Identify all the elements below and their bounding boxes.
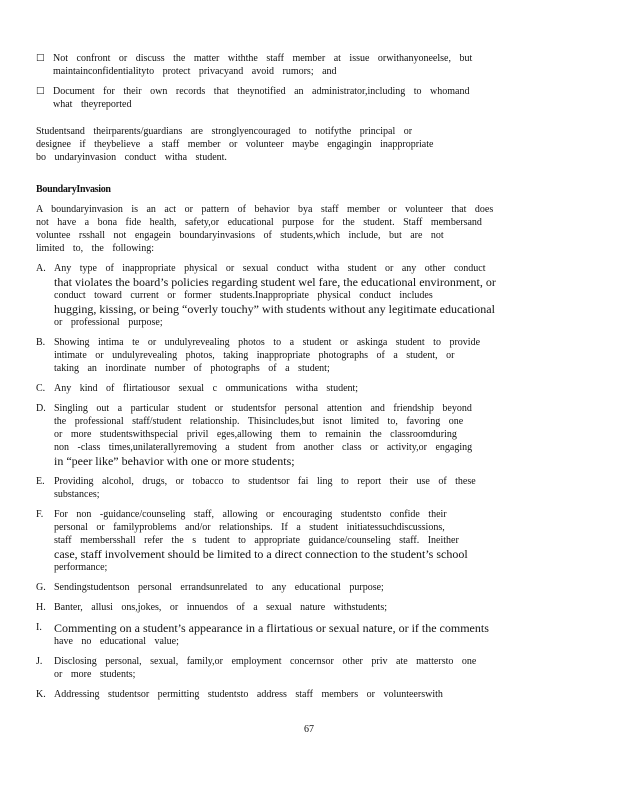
list-item-letter: F. bbox=[36, 509, 44, 520]
bullet-box-icon: □ bbox=[36, 86, 45, 96]
list-item bbox=[36, 402, 558, 468]
list-item-text bbox=[54, 262, 558, 329]
list-item bbox=[36, 601, 558, 614]
list-item-text bbox=[54, 402, 558, 468]
list-item-text bbox=[54, 621, 558, 648]
list-item bbox=[36, 621, 558, 648]
list-item-line: personal or familyproblems and/or relationships. If a student initiatessuchdiscussions, bbox=[54, 522, 445, 533]
list-item-line: conduct toward current or former students.Inappropriate physical conduct includes bbox=[54, 290, 433, 301]
list-item-text bbox=[54, 336, 558, 375]
list-item-line: Commenting on a student’s appearance in a flirtatious or sexual nature, or if the comments bbox=[54, 621, 489, 635]
list-item-line: Showing intima te or undulyrevealing photos to a student or askinga student to provide bbox=[54, 337, 481, 348]
list-item bbox=[36, 508, 558, 574]
list-item-text bbox=[54, 601, 558, 614]
list-item bbox=[36, 262, 558, 329]
list-item-line: have no educational value; bbox=[54, 636, 179, 647]
list-item-line: Addressing studentsor permitting studentsto address staff members or volunteerswith bbox=[54, 689, 443, 700]
page-number: 67 bbox=[304, 724, 314, 735]
list-item-line: case, staff involvement should be limited to a direct connection to the student’s school bbox=[54, 547, 468, 561]
list-item-line: taking an inordinate number of photographs of a student; bbox=[54, 363, 330, 374]
list-item-line: Disclosing personal, sexual, family,or employment concernsor other priv ate mattersto one bbox=[54, 656, 477, 667]
list-item-letter: B. bbox=[36, 337, 46, 348]
list-item-line: Providing alcohol, drugs, or tobacco to studentsor fai ling to report their use of these bbox=[54, 476, 476, 487]
boundary-list bbox=[36, 262, 558, 701]
bullet-text: Document for their own records that theynotified an administrator,including to whomand what theyreported bbox=[53, 86, 470, 110]
list-item-letter: G. bbox=[36, 582, 46, 593]
list-item-text bbox=[54, 581, 558, 594]
list-item-line: or more students; bbox=[54, 669, 136, 680]
list-item-letter: A. bbox=[36, 263, 46, 274]
bullet-box-icon: □ bbox=[36, 53, 45, 63]
list-item-line: For non -guidance/counseling staff, allowing or encouraging studentsto confide their bbox=[54, 509, 447, 520]
list-item-line: Singling out a particular student or studentsfor personal attention and friendship beyond bbox=[54, 403, 472, 414]
list-item bbox=[36, 655, 558, 681]
list-item-line: Sendingstudentson personal errandsunrelated to any educational purpose; bbox=[54, 582, 384, 593]
list-item-letter: D. bbox=[36, 403, 46, 414]
bullet-item bbox=[36, 52, 558, 78]
list-item-line: in “peer like” behavior with one or more students; bbox=[54, 454, 295, 468]
list-item-text bbox=[54, 475, 558, 501]
list-item-line: performance; bbox=[54, 562, 108, 573]
list-item bbox=[36, 581, 558, 594]
list-item-line: or more studentswithspecial privil eges,allowing them to remainin the classroomduring bbox=[54, 429, 457, 440]
list-item-letter: K. bbox=[36, 689, 46, 700]
list-item bbox=[36, 475, 558, 501]
list-item-text bbox=[54, 382, 558, 395]
list-item-line: or professional purpose; bbox=[54, 317, 163, 328]
bullet-item bbox=[36, 85, 558, 111]
list-item-line: that violates the board’s policies regarding student wel fare, the educational environment, or bbox=[54, 275, 496, 289]
list-item-line: substances; bbox=[54, 489, 100, 500]
list-item-line: Any kind of flirtatiousor sexual c ommunications witha student; bbox=[54, 383, 359, 394]
list-item bbox=[36, 336, 558, 375]
list-item-letter: E. bbox=[36, 476, 45, 487]
section-heading: BoundaryInvasion bbox=[36, 184, 111, 195]
list-item-line: Banter, allusi ons,jokes, or innuendos of a sexual nature withstudents; bbox=[54, 602, 387, 613]
list-item bbox=[36, 382, 558, 395]
list-item-line: the professional staff/student relationship. Thisincludes,but isnot limited to, favoring one bbox=[54, 416, 464, 427]
list-item-line: intimate or undulyrevealing photos, taking inappropriate photographs of a student, or bbox=[54, 350, 455, 361]
list-item-letter: J. bbox=[36, 656, 43, 667]
definition-paragraph: A boundaryinvasion is an act or pattern of behavior bya staff member or volunteer that does not have a bona fide health, safety,or educational purpose for the student. Staff membersand voluntee rsshall not engagein boundaryinvasions of students,which include, but are not limited to, the following: bbox=[36, 204, 494, 254]
list-item-line: staff membersshall refer the s tudent to appropriate guidance/counseling staff. Ineither bbox=[54, 535, 459, 546]
list-item-line: Any type of inappropriate physical or sexual conduct witha student or any other conduct bbox=[54, 263, 486, 274]
list-item-text bbox=[54, 508, 558, 574]
list-item-line: non -class times,unilaterallyremoving a student from another class or activity,or engaging bbox=[54, 442, 473, 453]
list-item-letter: I. bbox=[36, 622, 42, 633]
list-item-text bbox=[54, 655, 558, 681]
intro-paragraph: Studentsand theirparents/guardians are stronglyencouraged to notifythe principal or designee if theybelieve a staff member or volunteer maybe engagingin inappropriate bo undaryinvasion conduct witha student. bbox=[36, 126, 434, 163]
list-item-text bbox=[54, 688, 558, 701]
list-item-letter: C. bbox=[36, 383, 46, 394]
list-item bbox=[36, 688, 558, 701]
bullet-text: Not confront or discuss the matter withthe staff member at issue orwithanyoneelse, but maintainconfidentialityto protect privacyand avoid rumors; and bbox=[53, 53, 473, 77]
list-item-letter: H. bbox=[36, 602, 46, 613]
list-item-line: hugging, kissing, or being “overly touchy” with students without any legitimate educational bbox=[54, 302, 495, 316]
